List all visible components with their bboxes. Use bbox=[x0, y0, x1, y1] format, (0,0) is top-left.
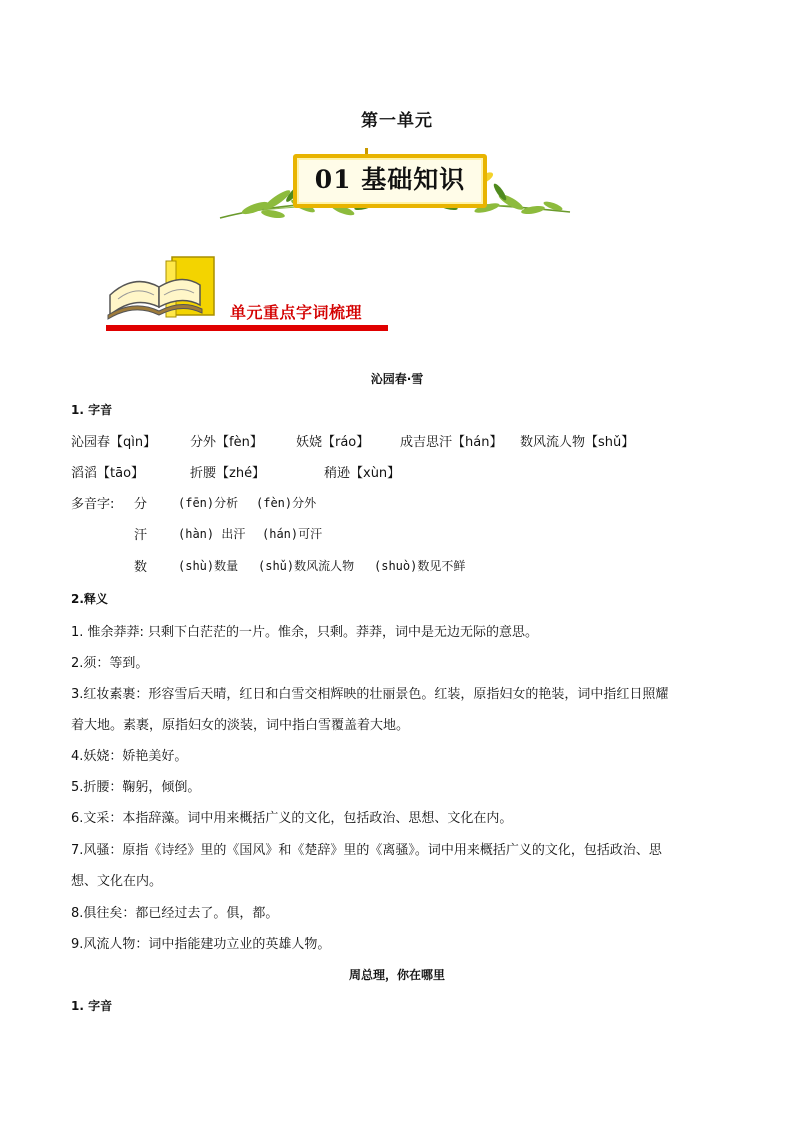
pronunciation-heading: 1. 字音 bbox=[71, 403, 113, 417]
definition-line: 2.须：等到。 bbox=[71, 656, 149, 671]
title-banner bbox=[215, 148, 575, 228]
pronunciation-heading: 1. 字音 bbox=[71, 999, 113, 1013]
polyphone-reading: (hàn) 出汗 bbox=[178, 527, 246, 541]
definition-line: 着大地。素裹，原指妇女的淡装，词中指白雪覆盖着大地。 bbox=[71, 718, 410, 733]
pron-item: 折腰【zhé】 bbox=[190, 466, 266, 481]
definition-line: 4.妖娆：娇艳美好。 bbox=[71, 749, 188, 764]
pron-item: 妖娆【ráo】 bbox=[296, 435, 370, 450]
poem-title: 周总理，你在哪里 bbox=[348, 968, 445, 982]
definition-line: 7.风骚：原指《诗经》里的《国风》和《楚辞》里的《离骚》。词中用来概括广义的文化，包括政治、思 bbox=[71, 843, 662, 858]
polyphone-reading: (shuò)数见不鲜 bbox=[374, 559, 466, 573]
definition-heading: 2.释义 bbox=[71, 592, 108, 606]
polyphone-reading: (hán)可汗 bbox=[262, 527, 323, 541]
polyphone-char: 汗 bbox=[134, 528, 148, 543]
definition-line: 想、文化在内。 bbox=[71, 874, 163, 889]
definition-line: 5.折腰：鞠躬，倾倒。 bbox=[71, 780, 201, 795]
unit-title: 第一单元 bbox=[361, 111, 433, 131]
polyphone-char: 分 bbox=[134, 497, 148, 512]
poem-title: 沁园春·雪 bbox=[370, 372, 424, 386]
pron-item: 成吉思汗【hán】 bbox=[400, 435, 503, 450]
section-underline bbox=[106, 325, 388, 331]
polyphone-reading: (shù)数量 bbox=[178, 559, 239, 573]
open-book-icon bbox=[104, 255, 224, 325]
definition-line: 1. 惟余莽莽: 只剩下白茫茫的一片。惟余，只剩。莽莽，词中是无边无际的意思。 bbox=[71, 625, 539, 640]
polyphone-reading: (shǔ)数风流人物 bbox=[258, 559, 355, 573]
pron-item: 数风流人物【shǔ】 bbox=[520, 435, 635, 450]
section-label: 单元重点字词梳理 bbox=[230, 303, 363, 322]
pron-item: 稍逊【xùn】 bbox=[324, 466, 401, 481]
polyphone-reading: (fēn)分析 bbox=[178, 496, 239, 510]
banner-title: 01 基础知识 bbox=[314, 165, 466, 194]
pron-item: 分外【fèn】 bbox=[190, 435, 263, 450]
polyphone-label: 多音字: bbox=[71, 497, 115, 512]
definition-line: 8.俱往矣：都已经过去了。俱，都。 bbox=[71, 906, 279, 921]
section-header bbox=[104, 255, 394, 335]
definition-line: 6.文采：本指辞藻。词中用来概括广义的文化，包括政治、思想、文化在内。 bbox=[71, 811, 513, 826]
pron-item: 滔滔【tāo】 bbox=[71, 466, 145, 481]
definition-line: 3.红妆素裹：形容雪后天晴，红日和白雪交相辉映的壮丽景色。红装，原指妇女的艳装，词中指红日照耀 bbox=[71, 687, 669, 702]
polyphone-char: 数 bbox=[134, 560, 148, 575]
polyphone-reading: (fèn)分外 bbox=[256, 496, 317, 510]
pron-item: 沁园春【qìn】 bbox=[71, 435, 157, 450]
definition-line: 9.风流人物：词中指能建功立业的英雄人物。 bbox=[71, 937, 331, 952]
